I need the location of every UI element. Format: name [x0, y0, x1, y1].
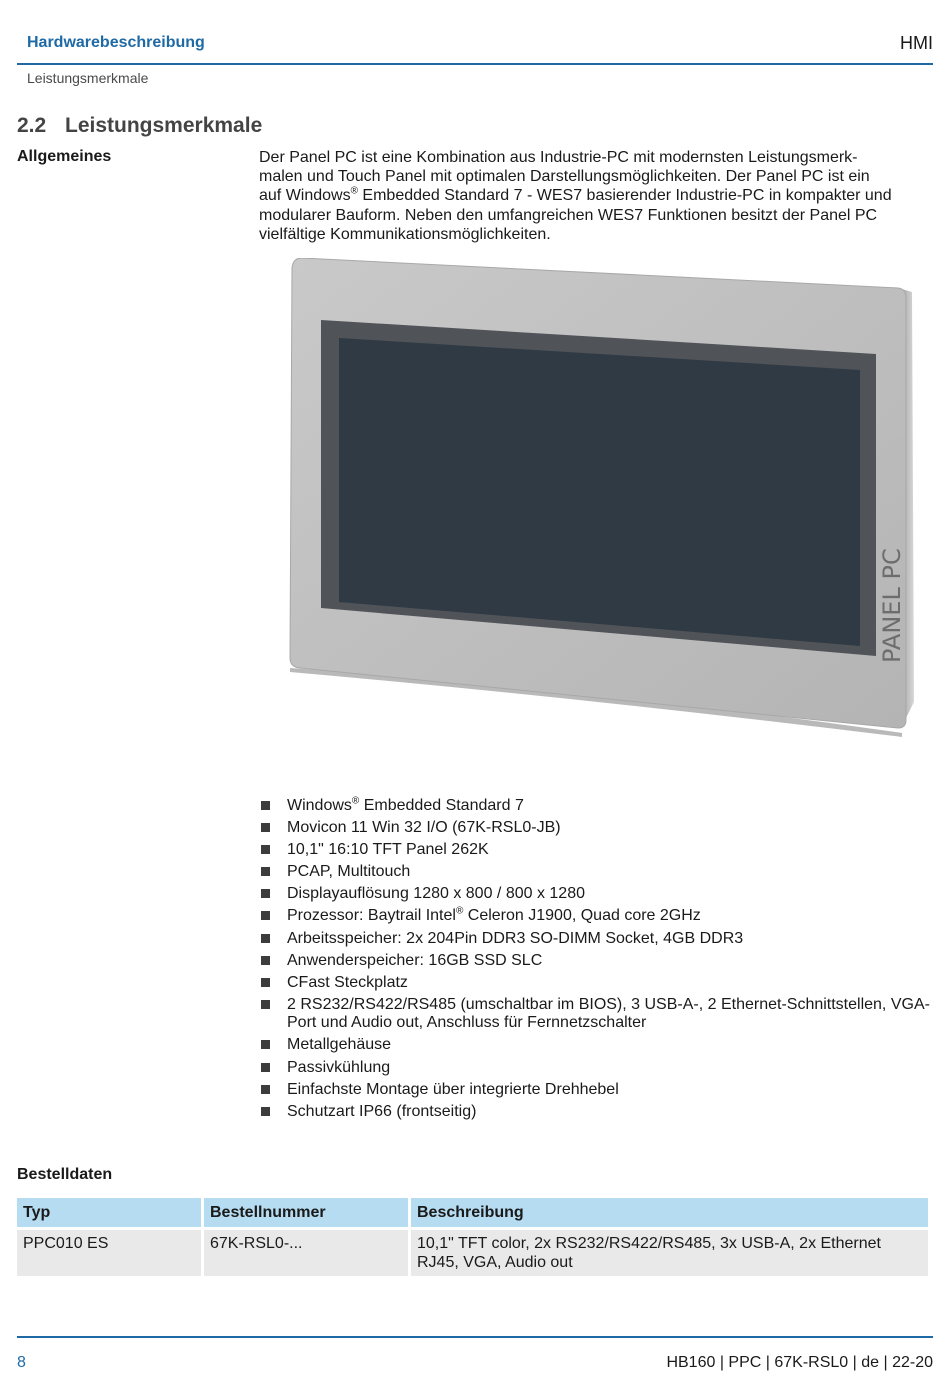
table-header-row: [17, 1198, 928, 1227]
header-subtitle: Leistungsmerkmale: [27, 70, 149, 86]
bullet-square-icon: [261, 1085, 270, 1094]
list-item: [259, 819, 935, 838]
list-item: [259, 797, 935, 816]
feature-text: Passivkühlung: [287, 1058, 391, 1076]
bullet-square-icon: [261, 1040, 270, 1049]
bullet-square-icon: [261, 956, 270, 965]
feature-list: [259, 797, 935, 1125]
header-divider: [17, 63, 933, 65]
bullet-square-icon: [261, 1000, 270, 1009]
column-header-bestellnummer: Bestellnummer: [204, 1198, 408, 1227]
feature-text: Einfachste Montage über integrierte Drehhebel: [287, 1080, 619, 1098]
table-row: [17, 1230, 928, 1276]
list-item: [259, 1036, 935, 1055]
list-item: [259, 1103, 935, 1122]
list-item: [259, 1081, 935, 1100]
feature-text: Displayauflösung 1280 x 800 / 800 x 1280: [287, 885, 585, 903]
intro-line: vielfältige Kommunikationsmöglichkeiten.: [259, 225, 551, 243]
bullet-square-icon: [261, 1063, 270, 1072]
general-label: Allgemeines: [17, 148, 112, 165]
feature-text: Metallgehäuse: [287, 1036, 392, 1054]
bullet-square-icon: [261, 1107, 270, 1116]
column-header-typ: Typ: [17, 1198, 201, 1227]
list-item: [259, 863, 935, 882]
feature-text: CFast Steckplatz: [287, 973, 408, 991]
bullet-square-icon: [261, 934, 270, 943]
list-item: [259, 952, 935, 971]
feature-text: Celeron J1900, Quad core 2GHz: [463, 907, 701, 925]
section-heading: [17, 114, 262, 138]
intro-line: modularer Bauform. Neben den umfangreichen WES7 Funktionen besitzt der Panel PC: [259, 206, 878, 224]
list-item: [259, 841, 935, 860]
order-table: [14, 1195, 931, 1279]
header-title: Hardwarebeschreibung: [27, 34, 205, 51]
column-header-beschreibung: Beschreibung: [411, 1198, 928, 1227]
list-item: [259, 996, 935, 1033]
section-number: 2.2: [17, 114, 47, 137]
order-data-heading: Bestelldaten: [17, 1166, 113, 1183]
section-title: Leistungsmerkmale: [65, 114, 263, 137]
registered-mark: ®: [350, 186, 358, 198]
bullet-square-icon: [261, 889, 270, 898]
document-reference: HB160 | PPC | 67K-RSL0 | de | 22-20: [666, 1354, 933, 1371]
feature-text: Movicon 11 Win 32 I/O (67K-RSL0-JB): [287, 819, 561, 837]
feature-text: Windows: [287, 797, 352, 814]
bullet-square-icon: [261, 801, 270, 810]
feature-text: PCAP, Multitouch: [287, 863, 411, 881]
list-item: [259, 1059, 935, 1078]
bullet-square-icon: [261, 867, 270, 876]
feature-text: Anwenderspeicher: 16GB SSD SLC: [287, 951, 543, 969]
intro-text: auf Windows: [259, 187, 351, 205]
header-category: HMI: [900, 33, 933, 53]
cell-bestellnummer: 67K-RSL0-...: [204, 1230, 408, 1276]
feature-text: Prozessor: Baytrail Intel: [287, 907, 456, 925]
list-item: [259, 974, 935, 993]
feature-text: 10,1" 16:10 TFT Panel 262K: [287, 841, 489, 859]
registered-mark: ®: [455, 906, 464, 918]
bullet-square-icon: [261, 978, 270, 987]
registered-mark: ®: [351, 795, 360, 807]
cell-typ: PPC010 ES: [17, 1230, 201, 1276]
intro-line: malen und Touch Panel mit optimalen Darstellungsmöglichkeiten. Der Panel PC ist ein: [259, 168, 870, 186]
intro-text: Embedded Standard 7 - WES7 basierender Industrie-PC in kompakter und: [357, 187, 892, 205]
screen-display: [339, 338, 860, 646]
bullet-square-icon: [261, 911, 270, 920]
intro-line: Der Panel PC ist eine Kombination aus Industrie-PC mit modernsten Leistungsmerk-: [259, 149, 858, 166]
panel-pc-image: [286, 258, 918, 742]
feature-text: Schutzart IP66 (frontseitig): [287, 1102, 477, 1120]
list-item: [259, 930, 935, 949]
feature-text: Arbeitsspeicher: 2x 204Pin DDR3 SO-DIMM Socket, 4GB DDR3: [287, 929, 744, 947]
panel-pc-label: PANEL PC: [878, 548, 906, 663]
feature-text: Embedded Standard 7: [359, 797, 524, 814]
footer-divider: [17, 1336, 933, 1338]
bullet-square-icon: [261, 823, 270, 832]
intro-paragraph: [259, 148, 935, 244]
feature-text: 2 RS232/RS422/RS485 (umschaltbar im BIOS), 3 USB-A-, 2 Ethernet-Schnittstellen, VGA-Port und Audio out, Anschluss für Fernnetzschalter: [287, 995, 930, 1032]
list-item: [259, 907, 935, 926]
list-item: [259, 885, 935, 904]
intro-line: [259, 186, 935, 205]
bullet-square-icon: [261, 845, 270, 854]
page-number: 8: [17, 1354, 26, 1371]
cell-beschreibung: 10,1" TFT color, 2x RS232/RS422/RS485, 3x USB-A, 2x Ethernet RJ45, VGA, Audio out: [411, 1230, 928, 1276]
